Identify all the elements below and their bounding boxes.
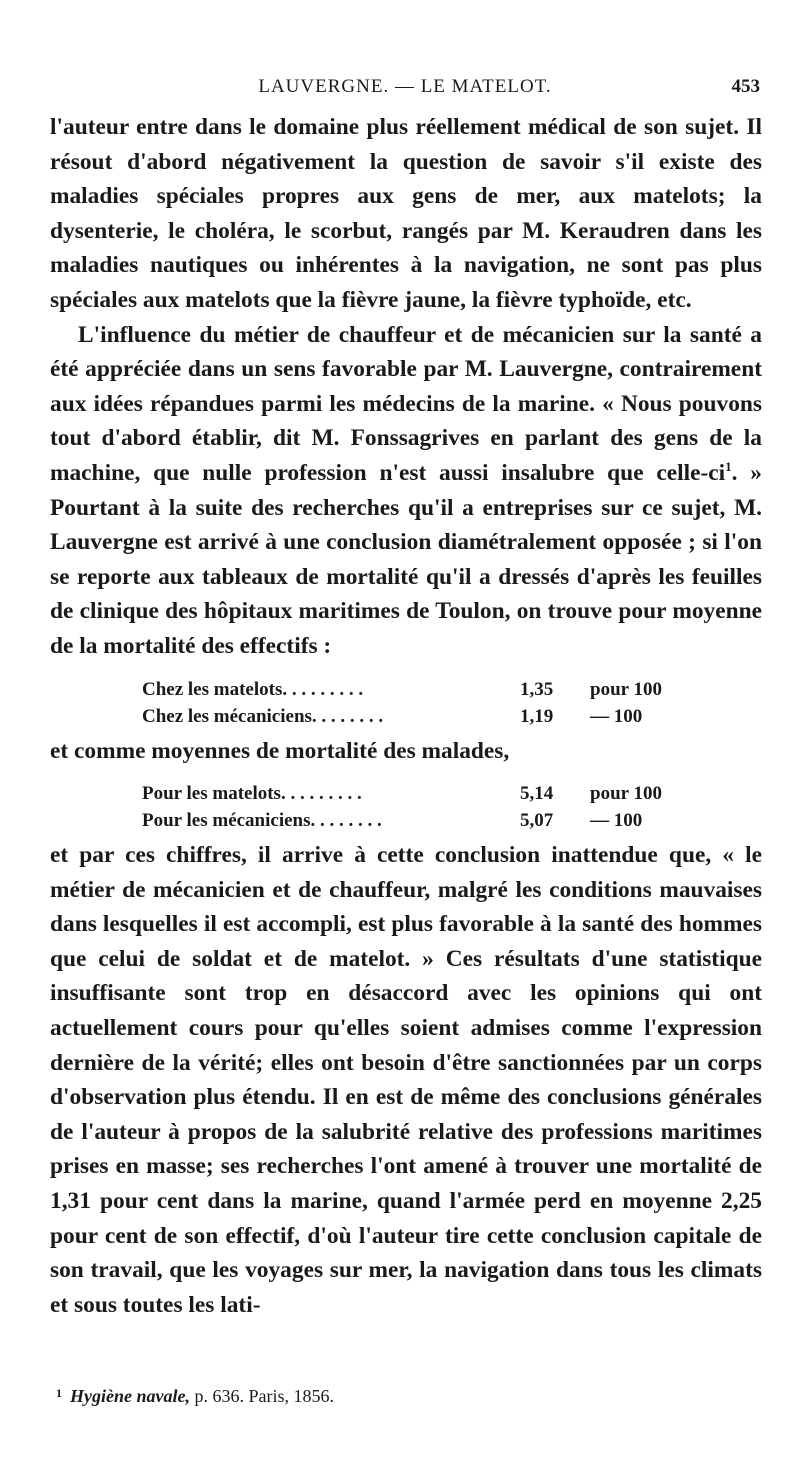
row-label: Chez les matelots. . . . . . . . . (142, 678, 364, 700)
row-value: 5,14 (520, 783, 554, 805)
table-row (142, 807, 680, 834)
table-row (142, 780, 680, 807)
table-row (142, 703, 680, 730)
paragraph-1: l'auteur entre dans le domaine plus réellement médical de son sujet. Il résout d'abord négativement la question de savoir s'il existe des maladies spéciales propres aux gens de mer, aux matelots; la dysenterie, le choléra, le scorbut, rangés par M. Keraudren dans les maladies nautiques ou inhérentes à la navigation, ne sont pas plus spéciales aux matelots que la fièvre jaune, la fièvre typhoïde, etc. (50, 114, 762, 313)
footnote-title: Hygiène navale, (70, 1386, 190, 1406)
paragraph-2 (50, 318, 762, 664)
running-title: LAUVERGNE. — LE MATELOT. (258, 76, 552, 97)
row-value: 1,19 (520, 705, 554, 727)
row-label: Pour les mécaniciens. . . . . . . . (142, 810, 382, 832)
row-value: 5,07 (520, 810, 554, 832)
paragraph-2-part-b: . » Pourtant à la suite des recherches qu'il a entreprises sur ce sujet, M. Lauvergne est arrivé à une conclusion diamétralement opposée ; si l'on se reporte aux tableaux de mortalité qu'il a dressés d'après les feuilles de clinique des hôpitaux maritimes de Toulon, on trouve pour moyenne de la mortalité des effectifs : (50, 459, 762, 659)
row-unit: pour 100 (590, 678, 662, 700)
row-unit: — 100 (590, 810, 643, 832)
page-number: 453 (731, 76, 760, 97)
running-head (50, 76, 760, 102)
footnote (56, 1386, 334, 1407)
paragraph-4: et par ces chiffres, il arrive à cette conclusion inattendue que, « le métier de mécanicien et de chauffeur, malgré les conditions mauvaises dans lesquelles il est accompli, est plus favorable à la santé des hommes que celui de soldat et de matelot. » Ces résultats d'une statistique insuffisante sont trop en désaccord avec les opinions qui ont actuellement cours pour qu'elles soient admises comme l'expression dernière de la vérité; elles ont besoin d'être sanctionnées par un corps d'observation plus étendu. Il en est de même des conclusions générales de l'auteur à propos de la salubrité relative des professions maritimes prises en masse; ses recherches l'ont amené à trouver une mortalité de 1,31 pour cent dans la marine, quand l'armée perd en moyenne 2,25 pour cent de son effectif, d'où l'auteur tire cette conclusion capitale de son travail, que les voyages sur mer, la navigation dans tous les climats et sous toutes les lati- (50, 842, 762, 1318)
row-label: Pour les matelots. . . . . . . . . (142, 783, 362, 805)
body-text (50, 110, 762, 1322)
mortality-malades-table (142, 780, 680, 834)
paragraph-2-part-a: L'influence du métier de chauffeur et de mécanicien sur la santé a été appréciée dans un sens favorable par M. Lauvergne, contrairement aux idées répandues parmi les médecins de la marine. « Nous pouvons tout d'abord établir, dit M. Fonssagrives en parlant des gens de la machine, que nulle profession n'est aussi insalubre que celle-ci (50, 321, 762, 486)
row-unit: pour 100 (590, 783, 662, 805)
paragraph-3: et comme moyennes de mortalité des malades, (50, 737, 510, 764)
footnote-mark: 1 (56, 1386, 62, 1400)
row-value: 1,35 (520, 678, 554, 700)
mortality-effectifs-table (142, 676, 680, 730)
row-label: Chez les mécaniciens. . . . . . . . (142, 705, 384, 727)
footnote-detail: p. 636. Paris, 1856. (189, 1386, 334, 1406)
row-unit: — 100 (590, 705, 643, 727)
footnote-reference: 1 (725, 459, 732, 475)
table-row (142, 676, 680, 703)
